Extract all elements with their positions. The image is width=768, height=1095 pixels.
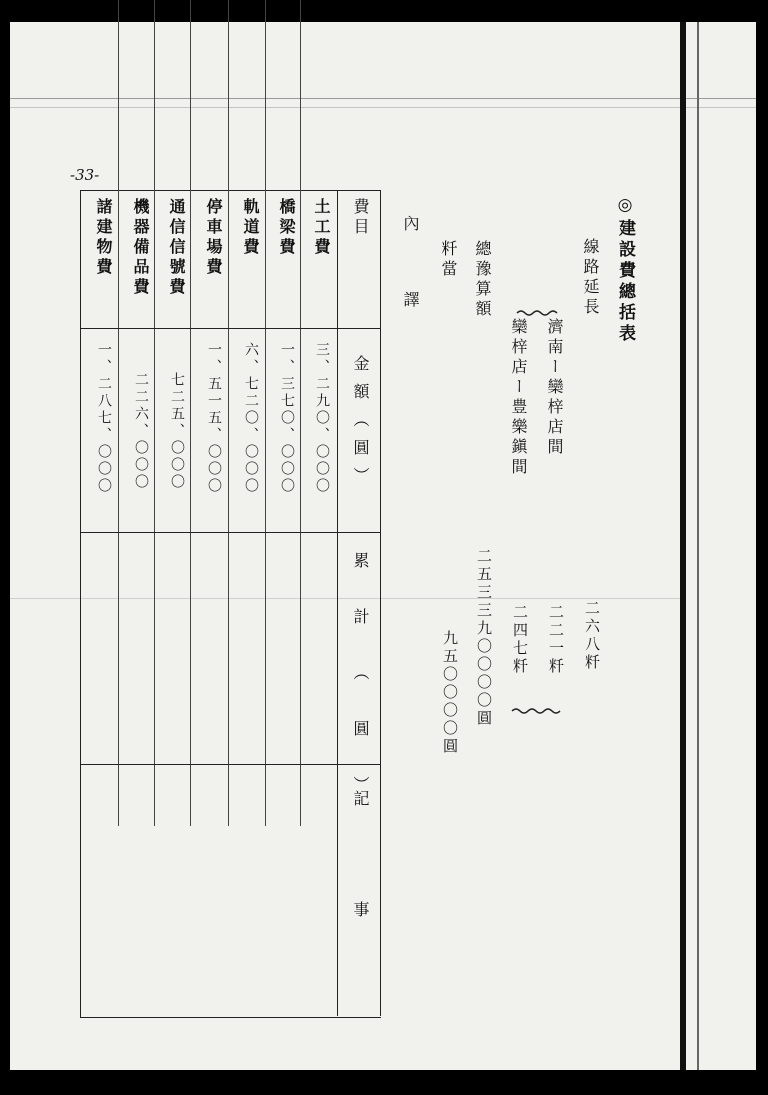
route-b-length: 二二一粁: [547, 604, 565, 676]
breakdown-label: 內譯: [401, 215, 420, 367]
row-divider: [80, 532, 380, 533]
row-item: 停車場費: [204, 198, 223, 278]
header-item: 費目: [351, 198, 370, 238]
page-number: -33-: [70, 166, 100, 184]
row-item: 土工費: [312, 198, 331, 258]
row-item: 諸建物費: [94, 198, 113, 278]
route-a-length: 二六八粁: [583, 600, 601, 672]
per-km-value: 九五〇〇〇〇圓: [441, 630, 459, 756]
page-title: ◎建設費總括表: [615, 195, 635, 345]
column-divider: [337, 190, 338, 1016]
route-label: 線路延長: [581, 238, 600, 318]
binding-edge-line: [697, 22, 699, 1070]
header-amount: 金額（圓）: [351, 355, 370, 495]
cost-table: [80, 190, 381, 1018]
scan-line: [10, 107, 756, 108]
row-amount: 一、五一五、〇〇〇: [206, 342, 222, 495]
column-divider: [154, 0, 155, 826]
row-amount: 一、二八七、〇〇〇: [96, 342, 112, 495]
row-amount: 一、三七〇、〇〇〇: [279, 342, 295, 495]
budget-label: 總豫算額: [473, 240, 492, 320]
row-amount: 三、二九〇、〇〇〇: [314, 342, 330, 495]
row-divider: [80, 328, 380, 329]
column-divider: [300, 0, 301, 826]
column-divider: [265, 0, 266, 826]
row-item: 機器備品費: [131, 198, 150, 298]
brace-mark: [515, 308, 565, 318]
column-divider: [228, 0, 229, 826]
route-a: 濟南ー欒梓店間: [545, 318, 564, 458]
column-divider: [190, 0, 191, 826]
row-item: 軌道費: [241, 198, 260, 258]
row-item: 通信信號費: [167, 198, 186, 298]
table-right-edge: [380, 190, 381, 1016]
per-km-label: 粁當: [439, 240, 458, 280]
column-divider: [118, 0, 119, 826]
row-item: 橋梁費: [277, 198, 296, 258]
header-cumulative: 累計（圓）: [351, 552, 370, 832]
budget-value: 二五三三九〇〇〇〇圓: [475, 548, 493, 728]
row-amount: 二二六、〇〇〇: [133, 372, 149, 491]
binding-edge: [680, 22, 686, 1070]
brace-mark: [510, 706, 566, 716]
header-remarks: 記事: [351, 790, 370, 1012]
row-amount: 七二五、〇〇〇: [169, 372, 185, 491]
scan-line: [10, 98, 756, 99]
route-b: 欒梓店ー豊樂鎭間: [509, 318, 528, 478]
route-total-length: 二四七粁: [511, 604, 529, 676]
row-divider: [80, 764, 380, 765]
row-amount: 六、七二〇、〇〇〇: [243, 342, 259, 495]
